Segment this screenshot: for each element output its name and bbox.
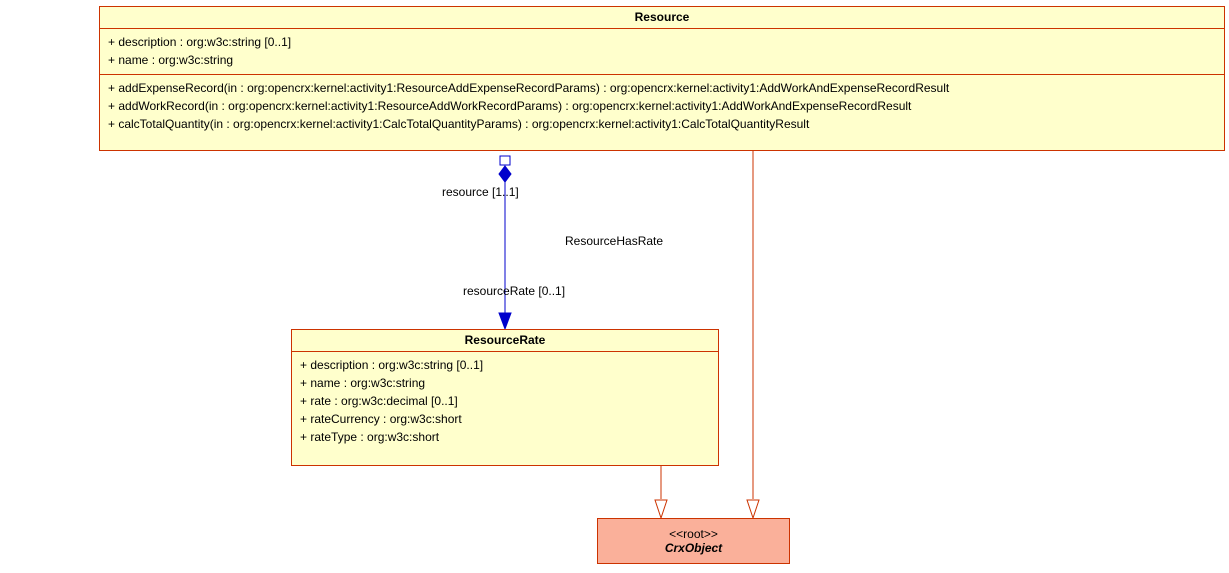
class-attribute: + name : org:w3c:string bbox=[300, 376, 426, 390]
class-name-resourcerate: ResourceRate bbox=[464, 333, 546, 347]
class-operation: + addWorkRecord(in : org:opencrx:kernel:activity1:ResourceAddWorkRecordParams) : org:opencrx:kernel:activity1:AddWorkAndExpenseRecordResult bbox=[108, 99, 912, 113]
association-target-role-label: resourceRate [0..1] bbox=[463, 284, 566, 298]
uml-class-resource[interactable] bbox=[99, 6, 1225, 151]
class-stereotype: <<root>> bbox=[669, 526, 718, 541]
class-attribute: + name : org:w3c:string bbox=[108, 53, 234, 67]
class-attribute: + rateCurrency : org:w3c:short bbox=[300, 412, 462, 426]
attributes-compartment bbox=[100, 29, 1224, 74]
operations-compartment bbox=[100, 75, 1224, 138]
association-name-label: ResourceHasRate bbox=[565, 234, 664, 248]
class-name-crxobject: CrxObject bbox=[664, 540, 723, 555]
class-name-resource: Resource bbox=[634, 10, 690, 24]
class-attribute: + rateType : org:w3c:short bbox=[300, 430, 440, 444]
class-operation: + calcTotalQuantity(in : org:opencrx:kernel:activity1:CalcTotalQuantityParams) : org:opencrx:kernel:activity1:CalcTotalQuantityResult bbox=[108, 117, 810, 131]
uml-class-resourcerate[interactable] bbox=[291, 329, 719, 466]
association-source-role-label: resource [1..1] bbox=[442, 185, 519, 199]
class-attribute: + rate : org:w3c:decimal [0..1] bbox=[300, 394, 458, 408]
class-attribute: + description : org:w3c:string [0..1] bbox=[300, 358, 484, 372]
uml-class-crxobject[interactable] bbox=[597, 518, 790, 564]
class-attribute: + description : org:w3c:string [0..1] bbox=[108, 35, 292, 49]
class-operation: + addExpenseRecord(in : org:opencrx:kernel:activity1:ResourceAddExpenseRecordParams) : org:opencrx:kernel:activity1:AddWorkAndExpenseRecordResult bbox=[108, 81, 950, 95]
attributes-compartment bbox=[292, 352, 718, 451]
